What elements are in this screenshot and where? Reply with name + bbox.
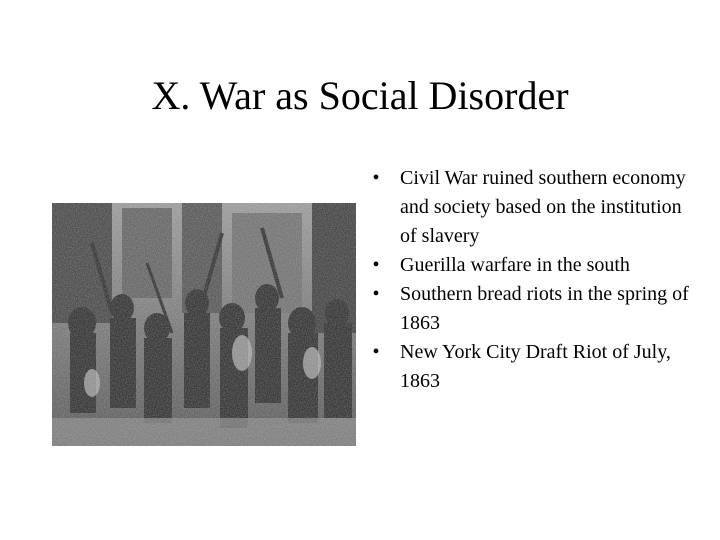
bullet-text: Guerilla warfare in the south xyxy=(400,254,630,276)
bullet-item xyxy=(366,164,696,251)
bullet-text: Civil War ruined southern economy and society based on the institution of slavery xyxy=(400,167,686,247)
bullet-item xyxy=(366,338,696,396)
bullet-text: New York City Draft Riot of July, 1863 xyxy=(400,341,671,392)
bullet-list xyxy=(366,164,696,396)
bullet-icon: • xyxy=(372,283,380,305)
bullet-text: Southern bread riots in the spring of 1863 xyxy=(400,283,689,334)
bullet-icon: • xyxy=(372,167,380,189)
bullet-item xyxy=(366,251,696,280)
riot-engraving-illustration xyxy=(52,203,356,446)
bullet-item xyxy=(366,280,696,338)
bullet-icon: • xyxy=(372,254,380,276)
slide-title: X. War as Social Disorder xyxy=(151,73,569,118)
bullet-icon: • xyxy=(372,341,380,363)
illustration-grain xyxy=(52,203,356,446)
